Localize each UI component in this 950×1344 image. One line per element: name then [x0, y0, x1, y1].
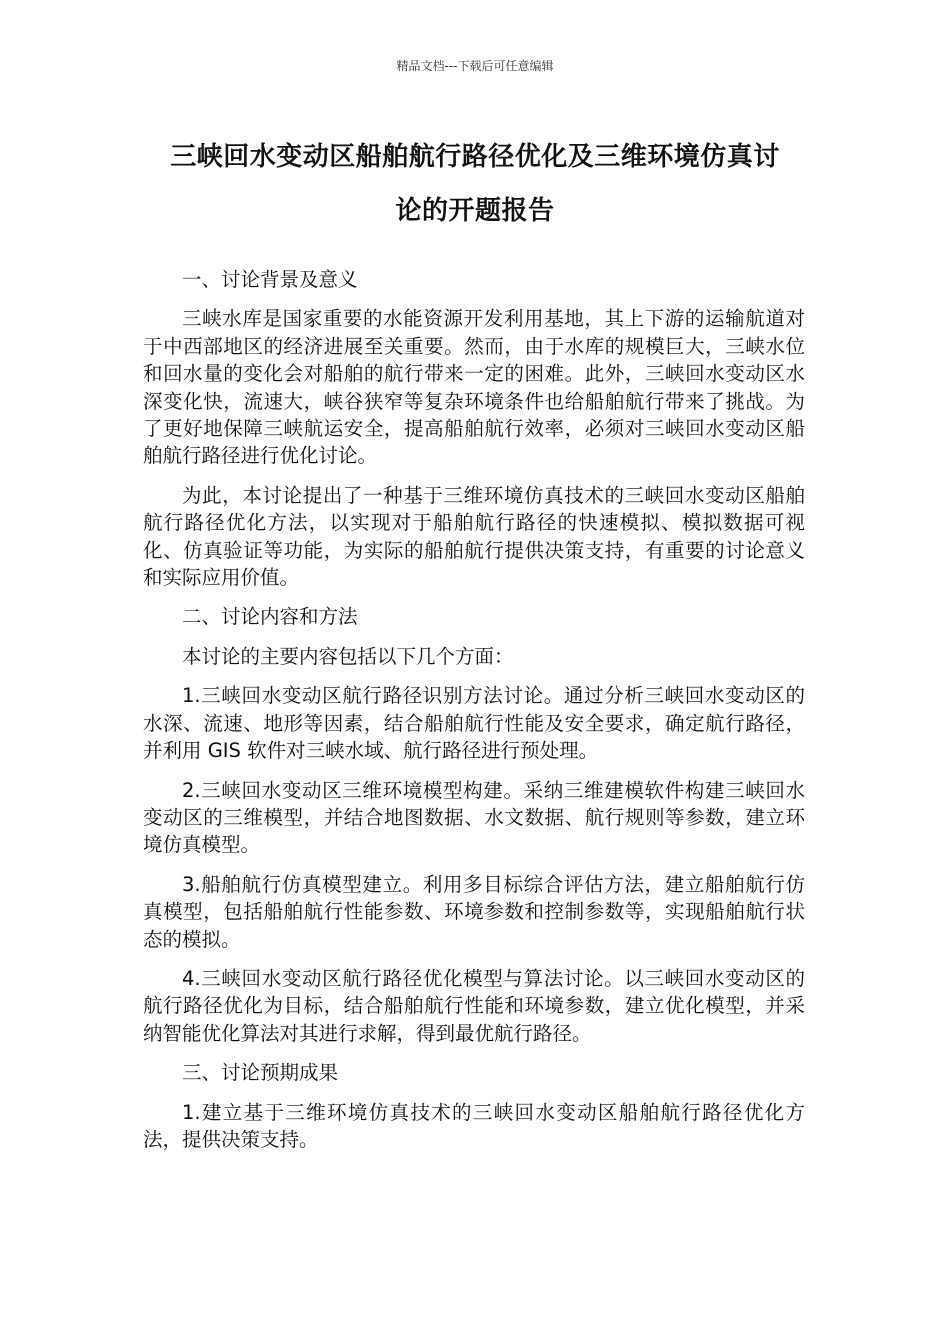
header-note: 精品文档---下载后可任意编辑: [396, 59, 554, 73]
paragraph-outcome-1: 1.建立基于三维环境仿真技术的三峡回水变动区船舶航行路径优化方法，提供决策支持。: [143, 1100, 805, 1151]
title-line-1: 三峡回水变动区船舶航行路径优化及三维环境仿真讨: [170, 142, 780, 172]
paragraph-item-3: 3.船舶航行仿真模型建立。利用多目标综合评估方法，建立船舶航行仿真模型，包括船舶航行性能参数、环境参数和控制参数等，实现船舶航行状态的模拟。: [143, 872, 805, 951]
paragraph-background: 三峡水库是国家重要的水能资源开发利用基地，其上下游的运输航道对于中西部地区的经济进展至关重要。然而，由于水库的规模巨大，三峡水位和回水量的变化会对船舶的航行带来一定的困难。此外，三峡回水变动区水深变化快，流速大，峡谷狭窄等复杂环境条件也给船舶航行带来了挑战。为了更好地保障三峡航运安全，提高船舶航行效率，必须对三峡回水变动区船舶航行路径进行优化讨论。: [143, 307, 805, 468]
paragraph-content-intro: 本讨论的主要内容包括以下几个方面：: [182, 644, 514, 668]
title-line-2: 论的开题报告: [395, 196, 555, 226]
paragraph-item-1: 1.三峡回水变动区航行路径识别方法讨论。通过分析三峡回水变动区的水深、流速、地形等因素，结合船舶航行性能及安全要求，确定航行路径，并利用 GIS 软件对三峡水域、航行路径进行预处理。: [143, 684, 805, 763]
document-title: [140, 130, 810, 238]
section-heading-2: 二、讨论内容和方法: [182, 605, 358, 629]
paragraph-item-4: 4.三峡回水变动区航行路径优化模型与算法讨论。以三峡回水变动区的航行路径优化为目标，结合船舶航行性能和环境参数，建立优化模型，并采纳智能优化算法对其进行求解，得到最优航行路径。: [143, 966, 805, 1045]
section-heading-1: 一、讨论背景及意义: [182, 268, 358, 291]
section-heading-3: 三、讨论预期成果: [182, 1061, 339, 1085]
paragraph-item-2: 2.三峡回水变动区三维环境模型构建。采纳三维建模软件构建三峡回水变动区的三维模型，并结合地图数据、水文数据、航行规则等参数，建立环境仿真模型。: [143, 778, 805, 857]
paragraph-significance: 为此，本讨论提出了一种基于三维环境仿真技术的三峡回水变动区船舶航行路径优化方法，以实现对于船舶航行路径的快速模拟、模拟数据可视化、仿真验证等功能，为实际的船舶航行提供决策支持，有重要的讨论意义和实际应用价值。: [143, 483, 805, 590]
document-body: [143, 266, 805, 1165]
